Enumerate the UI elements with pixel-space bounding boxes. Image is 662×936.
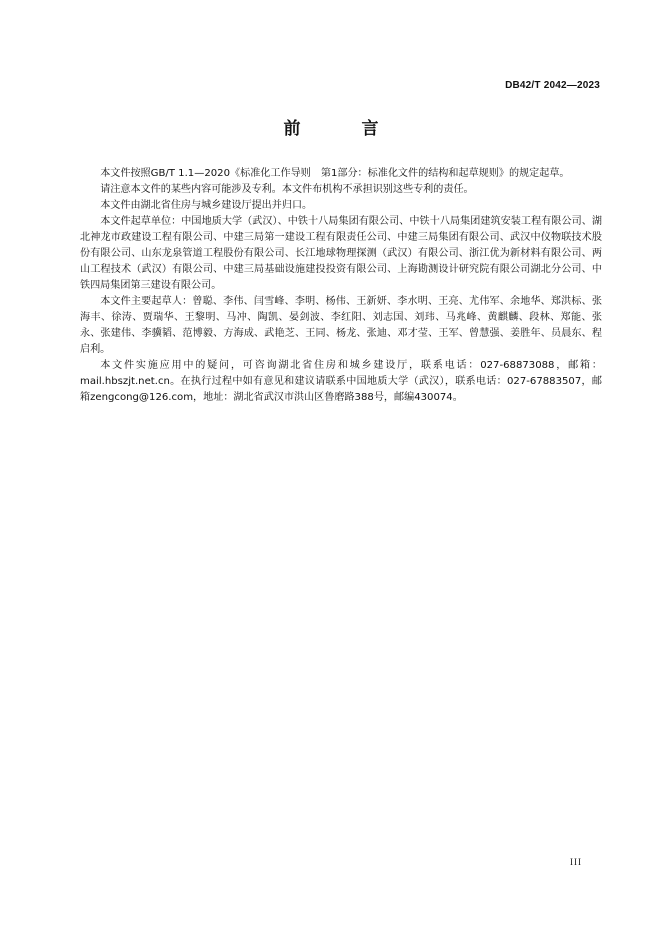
paragraph-drafting-rules: 本文件按照GB/T 1.1—2020《标准化工作导则 第1部分：标准化文件的结构和起草规则》的规定起草。	[100, 168, 570, 179]
document-code: DB42/T 2042—2023	[505, 80, 600, 91]
paragraph-patent-notice: 请注意本文件的某些内容可能涉及专利。本文件布机构不承担识别这些专利的责任。	[100, 184, 474, 195]
paragraph-proposer: 本文件由湖北省住房与城乡建设厅提出并归口。	[100, 200, 313, 211]
paragraph-contact-info: 本文件实施应用中的疑问，可咨询湖北省住房和城乡建设厅，联系电话：027-68873088，邮箱：mail.hbszjt.net.cn。在执行过程中如有意见和建议请联系中国地质大学（武汉），联系电话：027-67883507，邮箱zengcong@126.com，地址：湖北省武汉市洪山区鲁磨路388号，邮编430074。	[80, 360, 602, 403]
paragraph-main-drafters: 本文件主要起草人：曾聪、李伟、闫雪峰、李明、杨伟、王新妍、李水明、王亮、尤伟军、余地华、郑洪标、张海丰、徐涛、贾瑞华、王黎明、马冲、陶凯、晏剑波、李红阳、刘志国、刘玮、马兆峰、黄麒麟、段林、郑能、张永、张建伟、李骥韬、范博毅、方海成、武艳芝、王同、杨龙、张迪、邓才莹、王军、曾慧强、姜胜年、员晨东、程启利。	[80, 296, 602, 355]
page-number: III	[570, 857, 582, 867]
paragraph-drafting-units: 本文件起草单位：中国地质大学（武汉）、中铁十八局集团有限公司、中铁十八局集团建筑安装工程有限公司、湖北神龙市政建设工程有限公司、中建三局第一建设工程有限责任公司、中建三局集团有限公司、武汉中仪物联技术股份有限公司、山东龙泉管道工程股份有限公司、长江地球物理探测（武汉）有限公司、浙江优为新材料有限公司、两山工程技术（武汉）有限公司、中建三局基础设施建投投资有限公司、上海勘测设计研究院有限公司湖北分公司、中铁四局集团第三建设有限公司。	[80, 216, 602, 291]
section-title: 前 言	[283, 119, 401, 139]
foreword-body	[80, 166, 602, 406]
